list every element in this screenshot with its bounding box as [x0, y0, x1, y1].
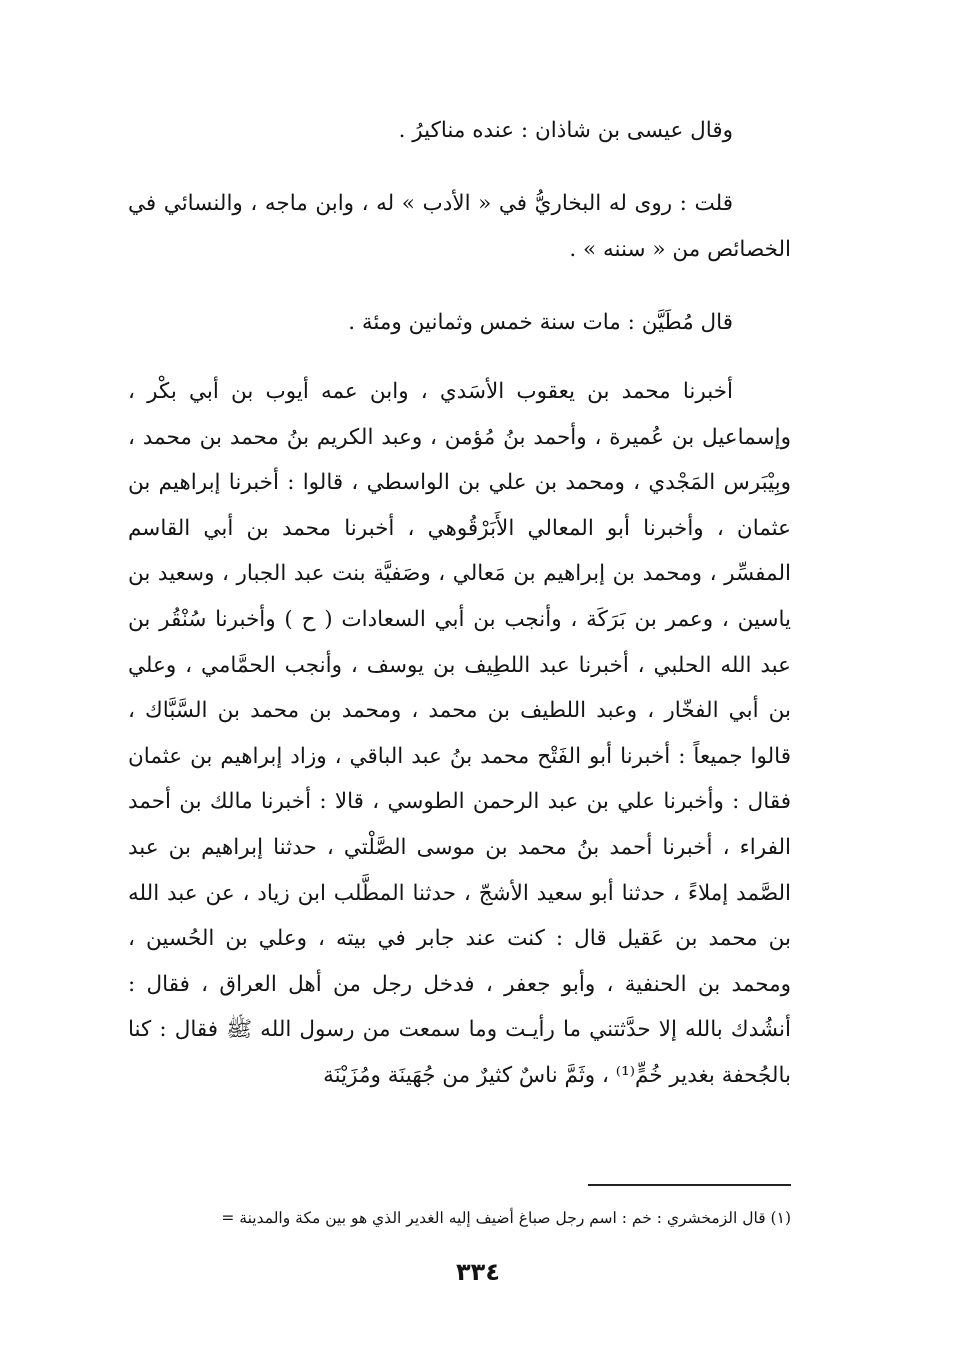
paragraph-3: قال مُطَيَّن : مات سنة خمس وثمانين ومئة . [348, 310, 733, 335]
paragraph-4: أخبرنا محمد بن يعقوب الأسَدي ، وابن عمه أيوب بن أبي بكْر ، وإسماعيل بن عُميرة ، وأحمد بنُ مُؤمن ، وعبد الكريم بنُ محمد بن محمد ، وبِيْبَرس المَجْدي ، ومحمد بن علي بن الواسطي ، قالوا : أخبرنا إبراهيم بن عثمان ، وأخبرنا أبو المعالي الأَبَرْقُوهي ، أخبرنا محمد بن أبي القاسم المفسِّر ، ومحمد بن إبراهيم بن مَعالي ، وصَفيَّة بنت عبد الجبار ، وسعيد بن ياسين ، وعمر بن بَرَكَة ، وأنجب بن أبي السعادات ( ح ) وأخبرنا سُنْقُر بن عبد الله الحلبي ، أخبرنا عبد اللطِيف بن يوسف ، وأنجب الحمَّامي ، وعلي بن أبي الفخّار ، وعبد اللطيف بن محمد ، ومحمد بن محمد بن السَّبَّاك ، قالوا جميعاً : أخبرنا أبو الفَتْح محمد بنُ عبد الباقي ، وزاد إبراهيم بن عثمان فقال : وأخبرنا علي بن عبد الرحمن الطوسي ، قالا : أخبرنا مالك بن أحمد الفراء ، أخبرنا أحمد بنُ محمد بن موسى الصَّلْتي ، حدثنا إبراهيم بن عبد الصَّمد إملاءً ، حدثنا أبو سعيد الأشجّ ، حدثنا المطَّلب ابن زياد ، عن عبد الله بن محمد بن عَقيل قال : كنت عند جابر في بيته ، وعلي بن الحُسين ، ومحمد بن الحنفية ، وأبو جعفر ، فدخل رجل من أهل العراق ، فقال : أنشُدك بالله إلا حدَّثتني ما رأيـت وما سمعت من رسول الله ﷺ فقال : كنا بالجُحفة بغدير خُمٍّ⁽¹⁾ ، وثَمَّ ناسٌ كثيرٌ من جُهَينَة ومُزَيْنَة [128, 379, 791, 1088]
footnote-divider [588, 1184, 791, 1186]
footnote: (١) قال الزمخشري : خم : اسم رجل صباغ أضيف إليه الغدير الذي هو بين مكة والمدينة = [221, 1209, 791, 1227]
paragraph-1: وقال عيسى بن شاذان : عنده مناكيرُ . [398, 118, 733, 143]
page-number: ٣٣٤ [456, 1258, 500, 1286]
paragraph-2: قلت : روى له البخاريُّ في « الأدب » له ، وابن ماجه ، والنسائي في الخصائص من « سننه » . [128, 191, 791, 262]
